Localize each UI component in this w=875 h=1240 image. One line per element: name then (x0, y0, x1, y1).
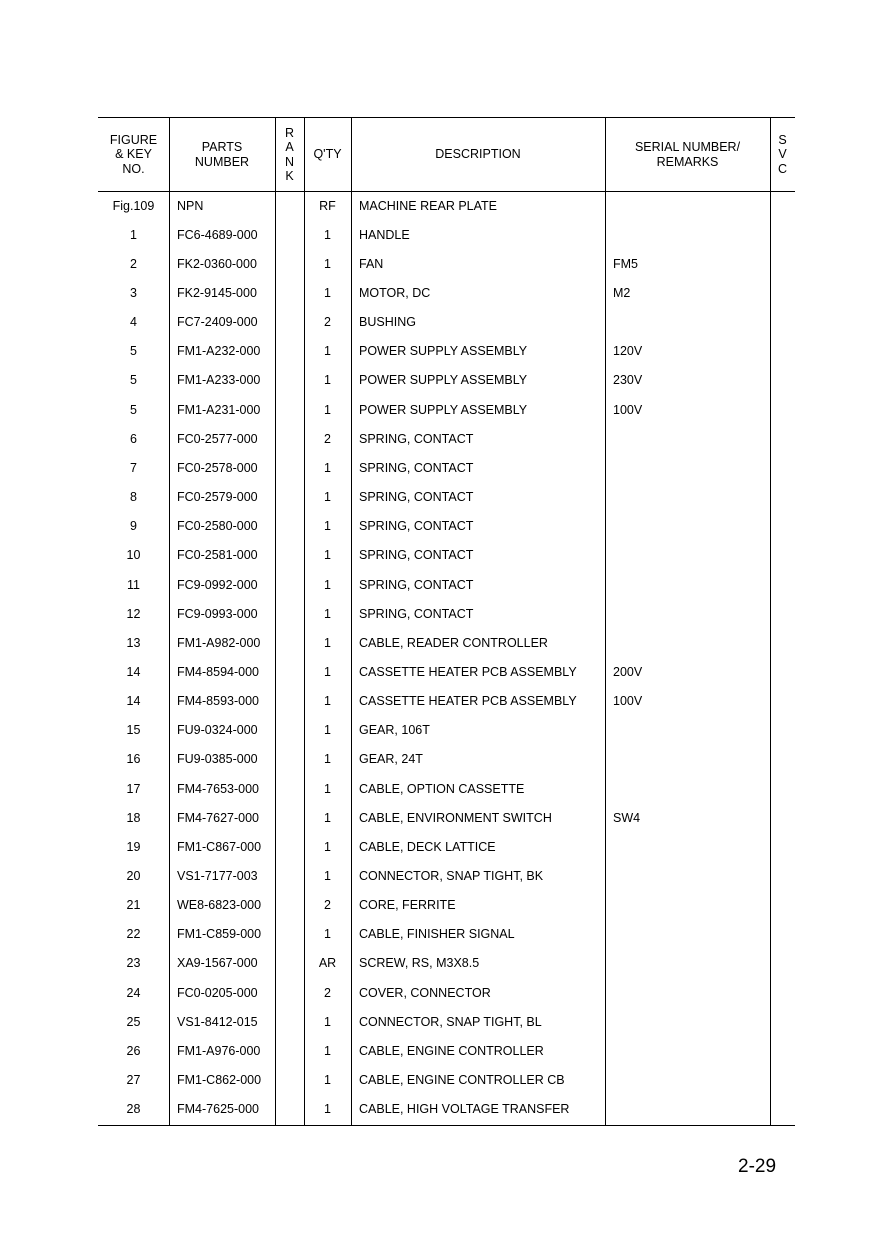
part-number-cell: FC0-2579-000 (177, 490, 258, 505)
part-number-cell: FC9-0993-000 (177, 606, 258, 621)
key-cell: 11 (127, 577, 140, 592)
part-number-cell: FM1-C859-000 (177, 927, 262, 942)
description-cell: COVER, CONNECTOR (359, 985, 491, 1000)
key-cell: 5 (130, 373, 137, 388)
qty-cell: 1 (324, 694, 331, 709)
description-cell: MACHINE REAR PLATE (359, 198, 497, 213)
key-cell: 8 (130, 490, 137, 505)
part-number-cell: VS1-7177-003 (177, 869, 258, 883)
qty-cell: 1 (324, 548, 331, 563)
serial-remarks-cell: FM5 (613, 256, 638, 271)
description-cell: CONNECTOR, SNAP TIGHT, BK (359, 869, 544, 883)
qty-cell: 1 (324, 723, 331, 738)
part-number-cell: FM1-C862-000 (177, 1073, 262, 1088)
description-cell: SPRING, CONTACT (359, 460, 474, 475)
key-cell: 5 (130, 344, 137, 359)
key-cell: 1 (130, 227, 137, 242)
qty-cell: 1 (324, 664, 331, 679)
description-cell: CASSETTE HEATER PCB ASSEMBLY (359, 694, 577, 709)
description-cell: SPRING, CONTACT (359, 548, 474, 563)
table-row (98, 774, 795, 803)
serial-remarks-cell: M2 (613, 286, 631, 300)
part-number-cell: FM4-8593-000 (177, 694, 259, 709)
description-cell: CABLE, READER CONTROLLER (359, 635, 548, 650)
description-cell: CABLE, ENVIRONMENT SWITCH (359, 810, 552, 825)
part-number-cell: FU9-0385-000 (177, 752, 258, 767)
part-number-cell: FM4-7627-000 (177, 810, 259, 825)
parts-table (98, 117, 795, 1126)
description-cell: POWER SUPPLY ASSEMBLY (359, 402, 528, 417)
serial-remarks-cell: SW4 (613, 810, 641, 825)
header-parts-number (169, 118, 275, 191)
qty-cell: 1 (324, 490, 331, 505)
part-number-cell: WE8-6823-000 (177, 898, 262, 913)
key-cell: 14 (126, 694, 141, 709)
qty-cell: 1 (324, 577, 331, 592)
header-description (351, 118, 605, 191)
qty-cell: 2 (324, 898, 331, 913)
table-row (98, 745, 795, 774)
part-number-cell: FM1-A233-000 (177, 373, 261, 388)
key-cell: 9 (130, 519, 137, 534)
key-cell: 21 (126, 898, 141, 913)
table-row (98, 395, 795, 424)
part-number-cell: FK2-0360-000 (177, 256, 257, 271)
part-number-cell: FC0-2577-000 (177, 431, 258, 446)
description-cell: CABLE, ENGINE CONTROLLER (359, 1043, 544, 1058)
description-cell: GEAR, 24T (359, 752, 423, 767)
table-row (98, 278, 795, 307)
key-cell: 22 (126, 927, 141, 942)
table-row (98, 803, 795, 832)
header-svc-label: S V C (777, 132, 788, 176)
part-number-cell: FC0-2581-000 (177, 548, 258, 563)
description-cell: MOTOR, DC (359, 286, 431, 300)
qty-cell: 1 (324, 810, 331, 825)
key-cell: 7 (130, 460, 137, 475)
description-cell: CABLE, FINISHER SIGNAL (359, 927, 515, 942)
qty-cell: 2 (324, 315, 331, 330)
qty-cell: 1 (324, 256, 331, 271)
table-row (98, 978, 795, 1007)
qty-cell: 1 (324, 1073, 331, 1088)
part-number-cell: FU9-0324-000 (177, 723, 258, 738)
part-number-cell: FC0-0205-000 (177, 985, 258, 1000)
qty-cell: 1 (324, 460, 331, 475)
description-cell: CORE, FERRITE (359, 898, 456, 913)
qty-cell: 1 (324, 519, 331, 534)
part-number-cell: FM1-A232-000 (177, 344, 261, 359)
header-figure-key-no (98, 118, 169, 191)
part-number-cell: FM4-7653-000 (177, 781, 259, 796)
header-rank-label: R A N K (284, 125, 295, 183)
table-row (98, 832, 795, 861)
description-cell: POWER SUPPLY ASSEMBLY (359, 373, 528, 388)
table-row (98, 337, 795, 366)
key-cell: 15 (126, 723, 141, 738)
table-row (98, 599, 795, 628)
key-cell: 28 (126, 1102, 141, 1117)
part-number-cell: FM4-8594-000 (177, 664, 259, 679)
table-row (98, 1036, 795, 1065)
qty-cell: 1 (324, 927, 331, 942)
qty-cell: 1 (324, 606, 331, 621)
part-number-cell: FM1-A982-000 (177, 635, 261, 650)
qty-cell: 2 (324, 431, 331, 446)
qty-cell: AR (318, 956, 337, 971)
part-number-cell: FM1-C867-000 (177, 839, 262, 854)
key-cell: 24 (126, 985, 141, 1000)
header-serial-label: SERIAL NUMBER/ REMARKS (634, 140, 741, 169)
table-row (98, 920, 795, 949)
key-cell: 17 (126, 781, 141, 796)
qty-cell: 1 (324, 1014, 331, 1029)
key-cell: 26 (126, 1043, 141, 1058)
qty-cell: 1 (324, 227, 331, 242)
table-row (98, 483, 795, 512)
header-qty-label: Q'TY (313, 147, 342, 162)
part-number-cell: NPN (177, 198, 204, 213)
qty-cell: 1 (324, 781, 331, 796)
table-row (98, 512, 795, 541)
table-row (98, 191, 795, 220)
table-row (98, 249, 795, 278)
key-cell: 5 (130, 402, 137, 417)
description-cell: SPRING, CONTACT (359, 431, 474, 446)
qty-cell: 1 (324, 402, 331, 417)
part-number-cell: FM1-A976-000 (177, 1043, 261, 1058)
table-row (98, 628, 795, 657)
serial-remarks-cell: 120V (613, 344, 643, 359)
table-row (98, 949, 795, 978)
key-cell: 10 (126, 548, 141, 563)
header-serial-remarks (605, 118, 770, 191)
table-row (98, 570, 795, 599)
part-number-cell: FM4-7625-000 (177, 1102, 259, 1117)
description-cell: BUSHING (359, 315, 416, 330)
key-cell: 16 (126, 752, 141, 767)
key-cell: 19 (126, 839, 141, 854)
table-row (98, 861, 795, 890)
table-row (98, 1066, 795, 1095)
description-cell: CONNECTOR, SNAP TIGHT, BL (359, 1014, 542, 1029)
part-number-cell: FK2-9145-000 (177, 286, 257, 300)
qty-cell: 1 (324, 344, 331, 359)
header-parts-label: PARTS NUMBER (194, 140, 250, 169)
table-row (98, 541, 795, 570)
table-row (98, 657, 795, 686)
serial-remarks-cell: 100V (613, 402, 643, 417)
part-number-cell: FC9-0992-000 (177, 577, 258, 592)
header-rank (275, 118, 304, 191)
description-cell: SPRING, CONTACT (359, 606, 474, 621)
description-cell: SPRING, CONTACT (359, 519, 474, 534)
qty-cell: 1 (324, 635, 331, 650)
table-row (98, 424, 795, 453)
part-number-cell: FC6-4689-000 (177, 227, 258, 242)
qty-cell: 1 (324, 752, 331, 767)
header-svc (770, 118, 795, 191)
part-number-cell: FC0-2580-000 (177, 519, 258, 534)
table-row (98, 891, 795, 920)
qty-cell: 1 (324, 1043, 331, 1058)
key-cell: 12 (126, 606, 141, 621)
serial-remarks-cell: 100V (613, 694, 643, 709)
qty-cell: RF (319, 198, 336, 213)
qty-cell: 2 (324, 985, 331, 1000)
serial-remarks-cell: 230V (613, 373, 643, 388)
qty-cell: 1 (324, 1102, 331, 1117)
description-cell: CABLE, DECK LATTICE (359, 839, 496, 854)
key-cell: 14 (126, 664, 141, 679)
part-number-cell: FC7-2409-000 (177, 315, 258, 330)
qty-cell: 1 (324, 839, 331, 854)
qty-cell: 1 (324, 869, 331, 883)
table-row (98, 220, 795, 249)
table-row (98, 1095, 795, 1124)
description-cell: SPRING, CONTACT (359, 577, 474, 592)
part-number-cell: FC0-2578-000 (177, 460, 258, 475)
description-cell: POWER SUPPLY ASSEMBLY (359, 344, 528, 359)
description-cell: FAN (359, 256, 384, 271)
key-cell: 20 (126, 869, 141, 883)
table-row (98, 366, 795, 395)
key-cell: 13 (126, 635, 141, 650)
key-cell: 3 (130, 286, 137, 300)
key-cell: 23 (126, 956, 141, 971)
serial-remarks-cell: 200V (613, 664, 643, 679)
description-cell: CABLE, HIGH VOLTAGE TRANSFER (359, 1102, 570, 1117)
table-row (98, 687, 795, 716)
key-cell: Fig.109 (112, 198, 155, 213)
header-figure-label: FIGURE & KEY NO. (109, 132, 158, 176)
key-cell: 27 (126, 1073, 141, 1088)
qty-cell: 1 (324, 286, 331, 300)
header-description-label: DESCRIPTION (435, 147, 521, 162)
table-row (98, 716, 795, 745)
description-cell: SPRING, CONTACT (359, 490, 474, 505)
key-cell: 18 (126, 810, 141, 825)
description-cell: CASSETTE HEATER PCB ASSEMBLY (359, 664, 577, 679)
part-number-cell: XA9-1567-000 (177, 956, 258, 971)
table-row (98, 1007, 795, 1036)
description-cell: CABLE, OPTION CASSETTE (359, 781, 525, 796)
header-qty (304, 118, 351, 191)
description-cell: CABLE, ENGINE CONTROLLER CB (359, 1073, 565, 1088)
part-number-cell: FM1-A231-000 (177, 402, 261, 417)
description-cell: HANDLE (359, 227, 410, 242)
description-cell: SCREW, RS, M3X8.5 (359, 956, 480, 971)
part-number-cell: VS1-8412-015 (177, 1014, 258, 1029)
key-cell: 25 (126, 1014, 141, 1029)
qty-cell: 1 (324, 373, 331, 388)
table-row (98, 453, 795, 482)
description-cell: GEAR, 106T (359, 723, 430, 738)
key-cell: 4 (130, 315, 137, 330)
page-number: 2-29 (738, 1156, 777, 1177)
key-cell: 6 (130, 431, 137, 446)
table-row (98, 308, 795, 337)
key-cell: 2 (130, 256, 137, 271)
